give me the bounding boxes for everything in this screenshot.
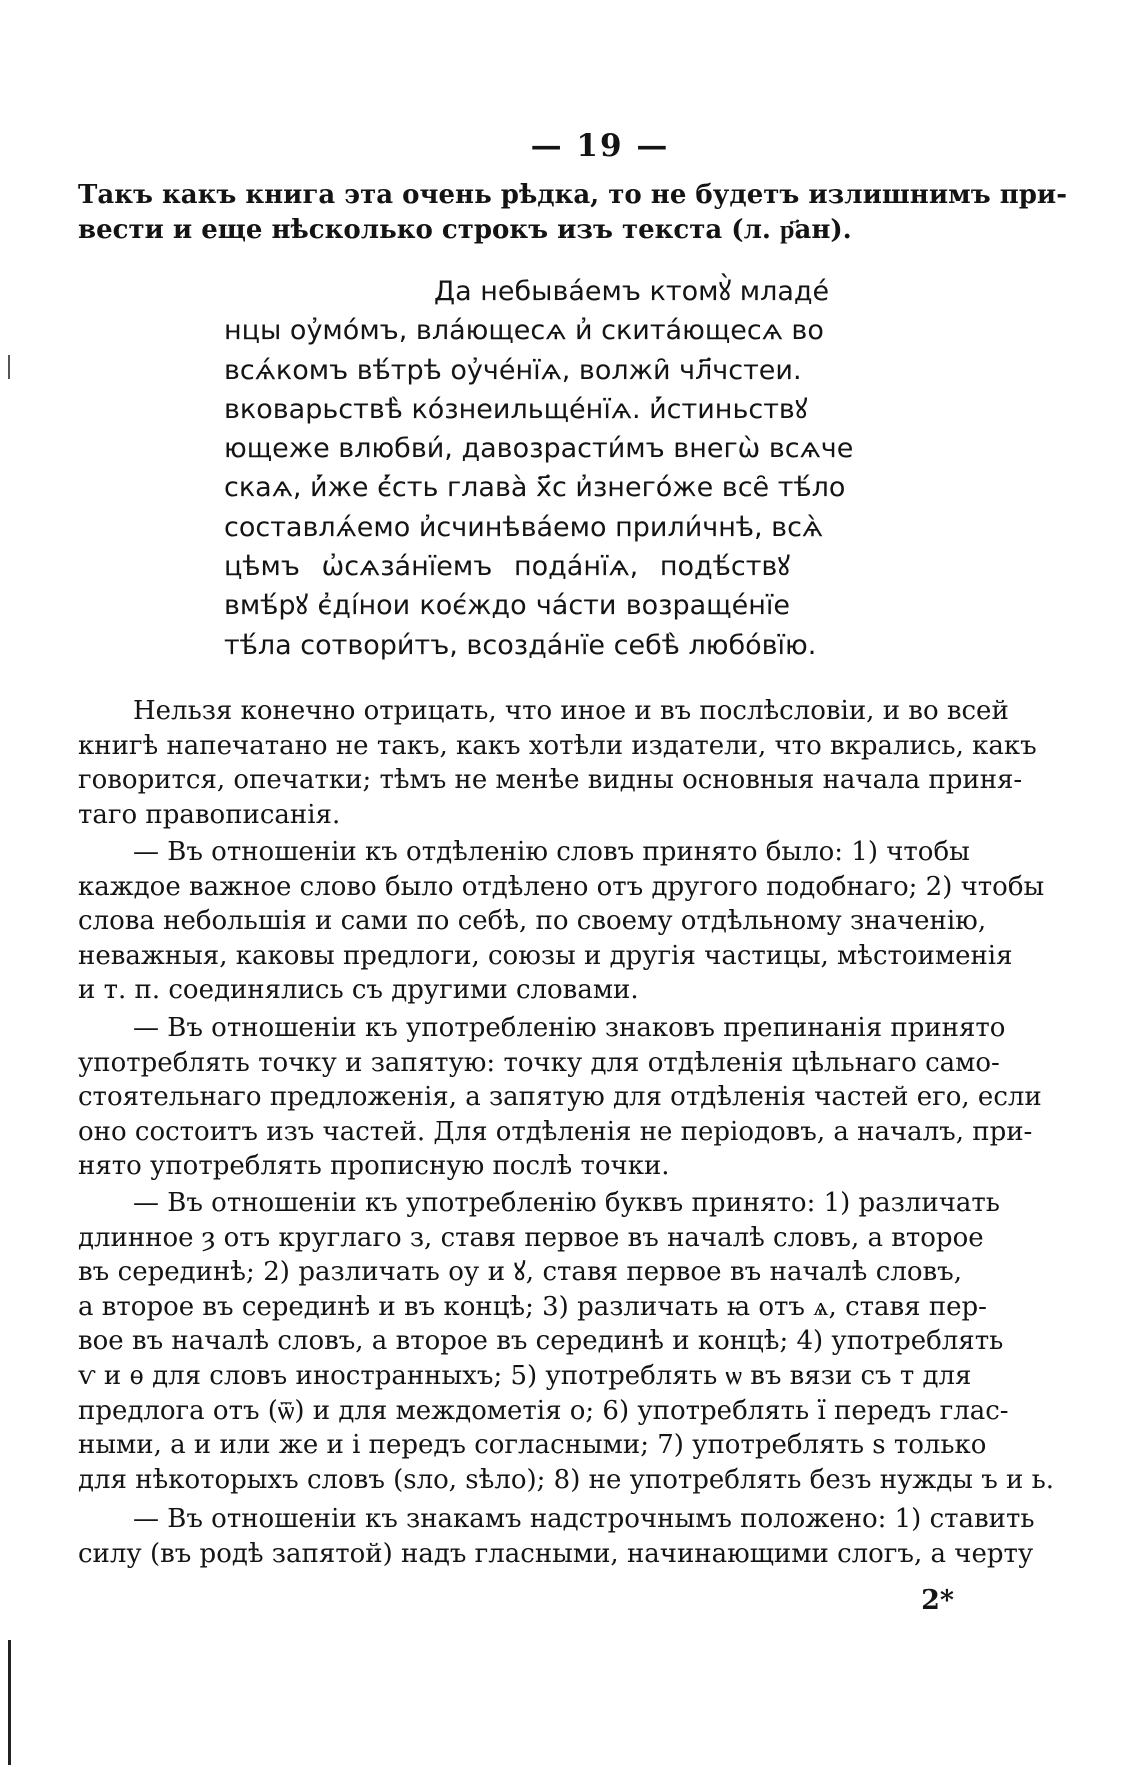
text-line: силу (въ родѣ запятой) надъ гласными, начинающими слогъ, а черту bbox=[78, 1538, 1034, 1569]
text-line: нято употреблять прописную послѣ точки. bbox=[78, 1151, 670, 1182]
paragraph-diacritics bbox=[78, 1502, 1035, 1571]
quotation-line: вковарьствѣ̀ ко́знеильще́нїѧ. и҆́стиньствꙋ bbox=[224, 393, 808, 425]
quotation-line: составлѧ́емо и҆счинѣва́емо прили́чнѣ, всѧ̀ bbox=[224, 511, 824, 543]
text-line: ными, а и или же и і передъ согласными; 7) употреблять ѕ только bbox=[78, 1430, 987, 1461]
text-line: таго правописанія. bbox=[78, 799, 341, 830]
paragraph-letters bbox=[78, 1186, 1055, 1497]
text-line: и т. п. соединялись съ другими словами. bbox=[78, 975, 639, 1006]
text-line: ѵ и ѳ для словъ иностранныхъ; 5) употреблять ѡ въ вязи съ т для bbox=[78, 1360, 972, 1391]
text-line: а второе въ серединѣ и въ концѣ; 3) различать ꙗ отъ ѧ, ставя пер- bbox=[78, 1291, 987, 1322]
text-line: слова небольшія и сами по себѣ, по своему отдѣльному значенію, bbox=[78, 906, 987, 937]
text-line: вое въ началѣ словъ, а второе въ серединѣ и концѣ; 4) употреблять bbox=[78, 1326, 1004, 1357]
text-line: вести и еще нѣсколько строкъ изъ текста (л. р҃ан). bbox=[78, 214, 852, 245]
text-line: длинное ȝ отъ круглаго з, ставя первое въ началѣ словъ, а второе bbox=[78, 1222, 984, 1253]
text-line: — Въ отношеніи къ знакамъ надстрочнымъ положено: 1) ставить bbox=[133, 1504, 1035, 1534]
church-slavonic-quotation bbox=[224, 272, 854, 665]
text-line: — Въ отношеніи къ употребленію буквъ принято: 1) различать bbox=[133, 1188, 1000, 1218]
quotation-line: ющеже влюбви́, давозрасти́мъ внегѡ̀ всѧче bbox=[224, 433, 854, 465]
text-line: употреблять точку и запятую: точку для отдѣленія цѣльнаго само- bbox=[78, 1047, 1000, 1078]
quotation-line: всѧ́комъ вѣ́трѣ оу҆че́нїѧ, волжи̑ чл҃чстеи. bbox=[224, 354, 802, 386]
text-line: Такъ какъ книга эта очень рѣдка, то не будетъ излишнимъ при- bbox=[78, 180, 1067, 210]
margin-scan-mark bbox=[8, 355, 10, 379]
quotation-line: вмѣ́рꙋ є҆ді́нои коє́ждо ча́сти возраще́нїе bbox=[224, 590, 790, 622]
text-line: говорится, опечатки; тѣмъ не менѣе видны основныя начала приня- bbox=[78, 765, 1023, 796]
text-line: — Въ отношеніи къ отдѣленію словъ принято было: 1) чтобы bbox=[133, 837, 970, 867]
paragraph-punctuation bbox=[78, 1011, 1042, 1184]
quotation-line: тѣ́ла сотвори́тъ, всозда́нїе себѣ̀ любо́вїю. bbox=[224, 629, 817, 661]
quotation-line: нцы оу҆мо́мъ, вла́ющесѧ и҆ скита́ющесѧ во bbox=[224, 315, 824, 347]
text-line: стоятельнаго предложенія, а запятую для отдѣленія частей его, если bbox=[78, 1082, 1042, 1113]
paragraph-errors bbox=[78, 694, 1037, 832]
text-line: каждое важное слово было отдѣлено отъ другого подобнаго; 2) чтобы bbox=[78, 871, 1045, 902]
intro-paragraph bbox=[78, 178, 1067, 247]
text-line: въ серединѣ; 2) различать оу и ꙋ, ставя первое въ началѣ словъ, bbox=[78, 1257, 962, 1288]
quotation-line: Да небыва́емъ ктомꙋ̀ младе́ bbox=[434, 276, 830, 307]
text-line: предлога отъ (ѿ) и для междометія о; 6) употреблять ї передъ глас- bbox=[78, 1395, 1009, 1426]
paragraph-word-separation bbox=[78, 835, 1045, 1008]
text-line: Нельзя конечно отрицать, что иное и въ послѣсловіи, и во всей bbox=[133, 696, 1009, 726]
text-line: книгѣ напечатано не такъ, какъ хотѣли издатели, что вкрались, какъ bbox=[78, 730, 1037, 761]
text-line: — Въ отношеніи къ употребленію знаковъ препинанія принято bbox=[133, 1013, 1006, 1043]
page-number: — 19 — bbox=[530, 128, 670, 164]
signature-mark: 2* bbox=[921, 1585, 954, 1616]
text-line: неважныя, каковы предлоги, союзы и другія частицы, мѣстоименія bbox=[78, 940, 1013, 971]
text-line: оно состоитъ изъ частей. Для отдѣленія не періодовъ, а началъ, при- bbox=[78, 1116, 1033, 1147]
quotation-line: скаѧ, и҆́же є҆́сть глава̀ х҃с и҆знего́же все̑ тѣ́ло bbox=[224, 472, 846, 504]
text-line: для нѣкоторыхъ словъ (ѕло, ѕѣло); 8) не употреблять безъ нужды ъ и ь. bbox=[78, 1464, 1055, 1495]
margin-scan-mark bbox=[8, 1640, 11, 1765]
quotation-line: цѣмъ ѡ҆сѧза́нїемъ пода́нїѧ, подѣ́ствꙋ bbox=[224, 551, 790, 583]
